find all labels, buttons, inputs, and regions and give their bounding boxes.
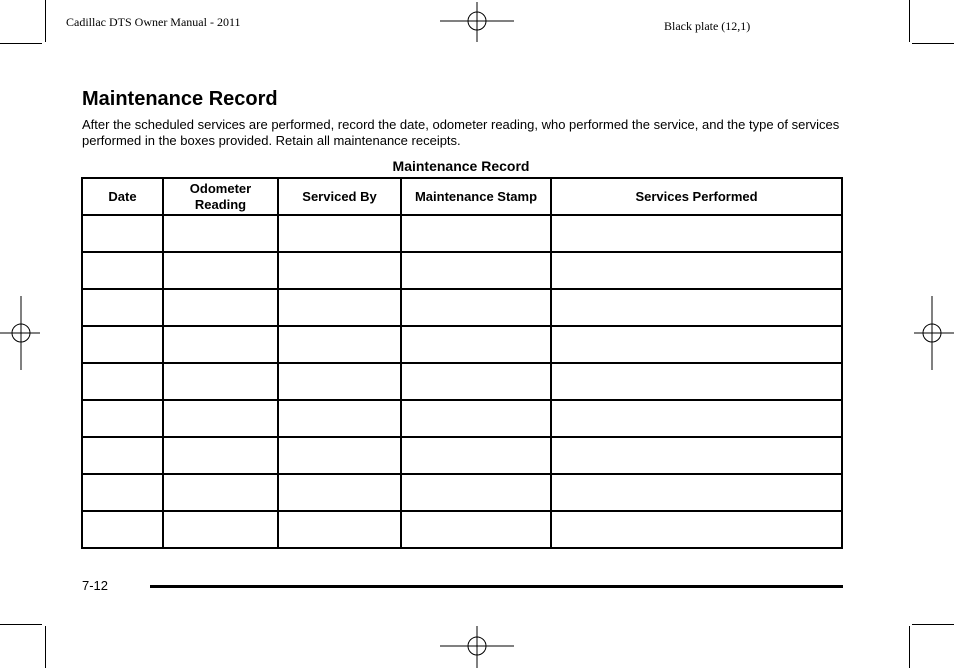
table-cell: [278, 363, 401, 400]
table-cell: [82, 511, 163, 548]
table-header-row: [82, 178, 842, 215]
table-cell: [163, 326, 278, 363]
table-cell: [278, 215, 401, 252]
column-header-date: Date: [82, 178, 163, 215]
column-header-odometer-reading: Odometer Reading: [163, 178, 278, 215]
table-cell: [82, 215, 163, 252]
registration-mark-bottom-icon: [440, 626, 516, 668]
trim-mark-bottom-right-horizontal: [912, 624, 954, 625]
table-cell: [401, 400, 551, 437]
table-cell: [163, 215, 278, 252]
table-cell: [163, 289, 278, 326]
trim-mark-bottom-right-vertical: [909, 626, 910, 668]
table-cell: [401, 474, 551, 511]
registration-mark-right-icon: [912, 296, 954, 372]
table-cell: [401, 511, 551, 548]
trim-mark-top-right-horizontal: [912, 43, 954, 44]
footer-rule: [150, 585, 843, 588]
registration-mark-top-icon: [440, 2, 516, 46]
table-cell: [82, 363, 163, 400]
table-cell: [82, 289, 163, 326]
table-cell: [401, 437, 551, 474]
table-cell: [551, 215, 842, 252]
column-header-maintenance-stamp: Maintenance Stamp: [401, 178, 551, 215]
table-cell: [401, 289, 551, 326]
plate-label: Black plate (12,1): [664, 19, 751, 33]
trim-mark-top-left-vertical: [45, 0, 46, 42]
table-cell: [278, 474, 401, 511]
table-cell: [551, 252, 842, 289]
table-cell: [401, 215, 551, 252]
trim-mark-top-right-vertical: [909, 0, 910, 42]
table-row: [82, 400, 842, 437]
manual-title: Cadillac DTS Owner Manual - 2011: [66, 15, 241, 29]
table-cell: [278, 289, 401, 326]
table-cell: [82, 474, 163, 511]
table-cell: [163, 474, 278, 511]
table-cell: [401, 326, 551, 363]
column-header-serviced-by: Serviced By: [278, 178, 401, 215]
table-cell: [551, 289, 842, 326]
table-row: [82, 326, 842, 363]
table-cell: [551, 511, 842, 548]
trim-mark-top-left-horizontal: [0, 43, 42, 44]
table-cell: [163, 437, 278, 474]
table-cell: [551, 326, 842, 363]
table-row: [82, 215, 842, 252]
table-row: [82, 511, 842, 548]
table-cell: [82, 437, 163, 474]
trim-mark-bottom-left-vertical: [45, 626, 46, 668]
table-caption: Maintenance Record: [392, 158, 530, 174]
table-cell: [278, 326, 401, 363]
page-number: 7-12: [82, 578, 109, 593]
table-cell: [278, 400, 401, 437]
table-cell: [82, 400, 163, 437]
table-cell: [551, 437, 842, 474]
table-cell: [551, 400, 842, 437]
table-cell: [82, 252, 163, 289]
column-header-services-performed: Services Performed: [551, 178, 842, 215]
table-row: [82, 252, 842, 289]
table-cell: [278, 252, 401, 289]
table-row: [82, 474, 842, 511]
table-body: [82, 215, 842, 548]
registration-mark-left-icon: [0, 296, 42, 372]
table-cell: [551, 474, 842, 511]
table-cell: [163, 400, 278, 437]
trim-mark-bottom-left-horizontal: [0, 624, 42, 625]
table-cell: [278, 511, 401, 548]
table-cell: [163, 363, 278, 400]
table-cell: [82, 326, 163, 363]
table-cell: [401, 363, 551, 400]
table-row: [82, 363, 842, 400]
table-cell: [278, 437, 401, 474]
table-cell: [163, 252, 278, 289]
page-title: Maintenance Record: [82, 88, 278, 110]
intro-paragraph: After the scheduled services are performed, record the date, odometer reading, who performed the service, and the type of services performed in the boxes provided. Retain all maintenance receipts.: [82, 117, 840, 148]
table-row: [82, 437, 842, 474]
table-row: [82, 289, 842, 326]
table-cell: [163, 511, 278, 548]
table-cell: [551, 363, 842, 400]
maintenance-record-table: [81, 177, 843, 549]
table-cell: [401, 252, 551, 289]
